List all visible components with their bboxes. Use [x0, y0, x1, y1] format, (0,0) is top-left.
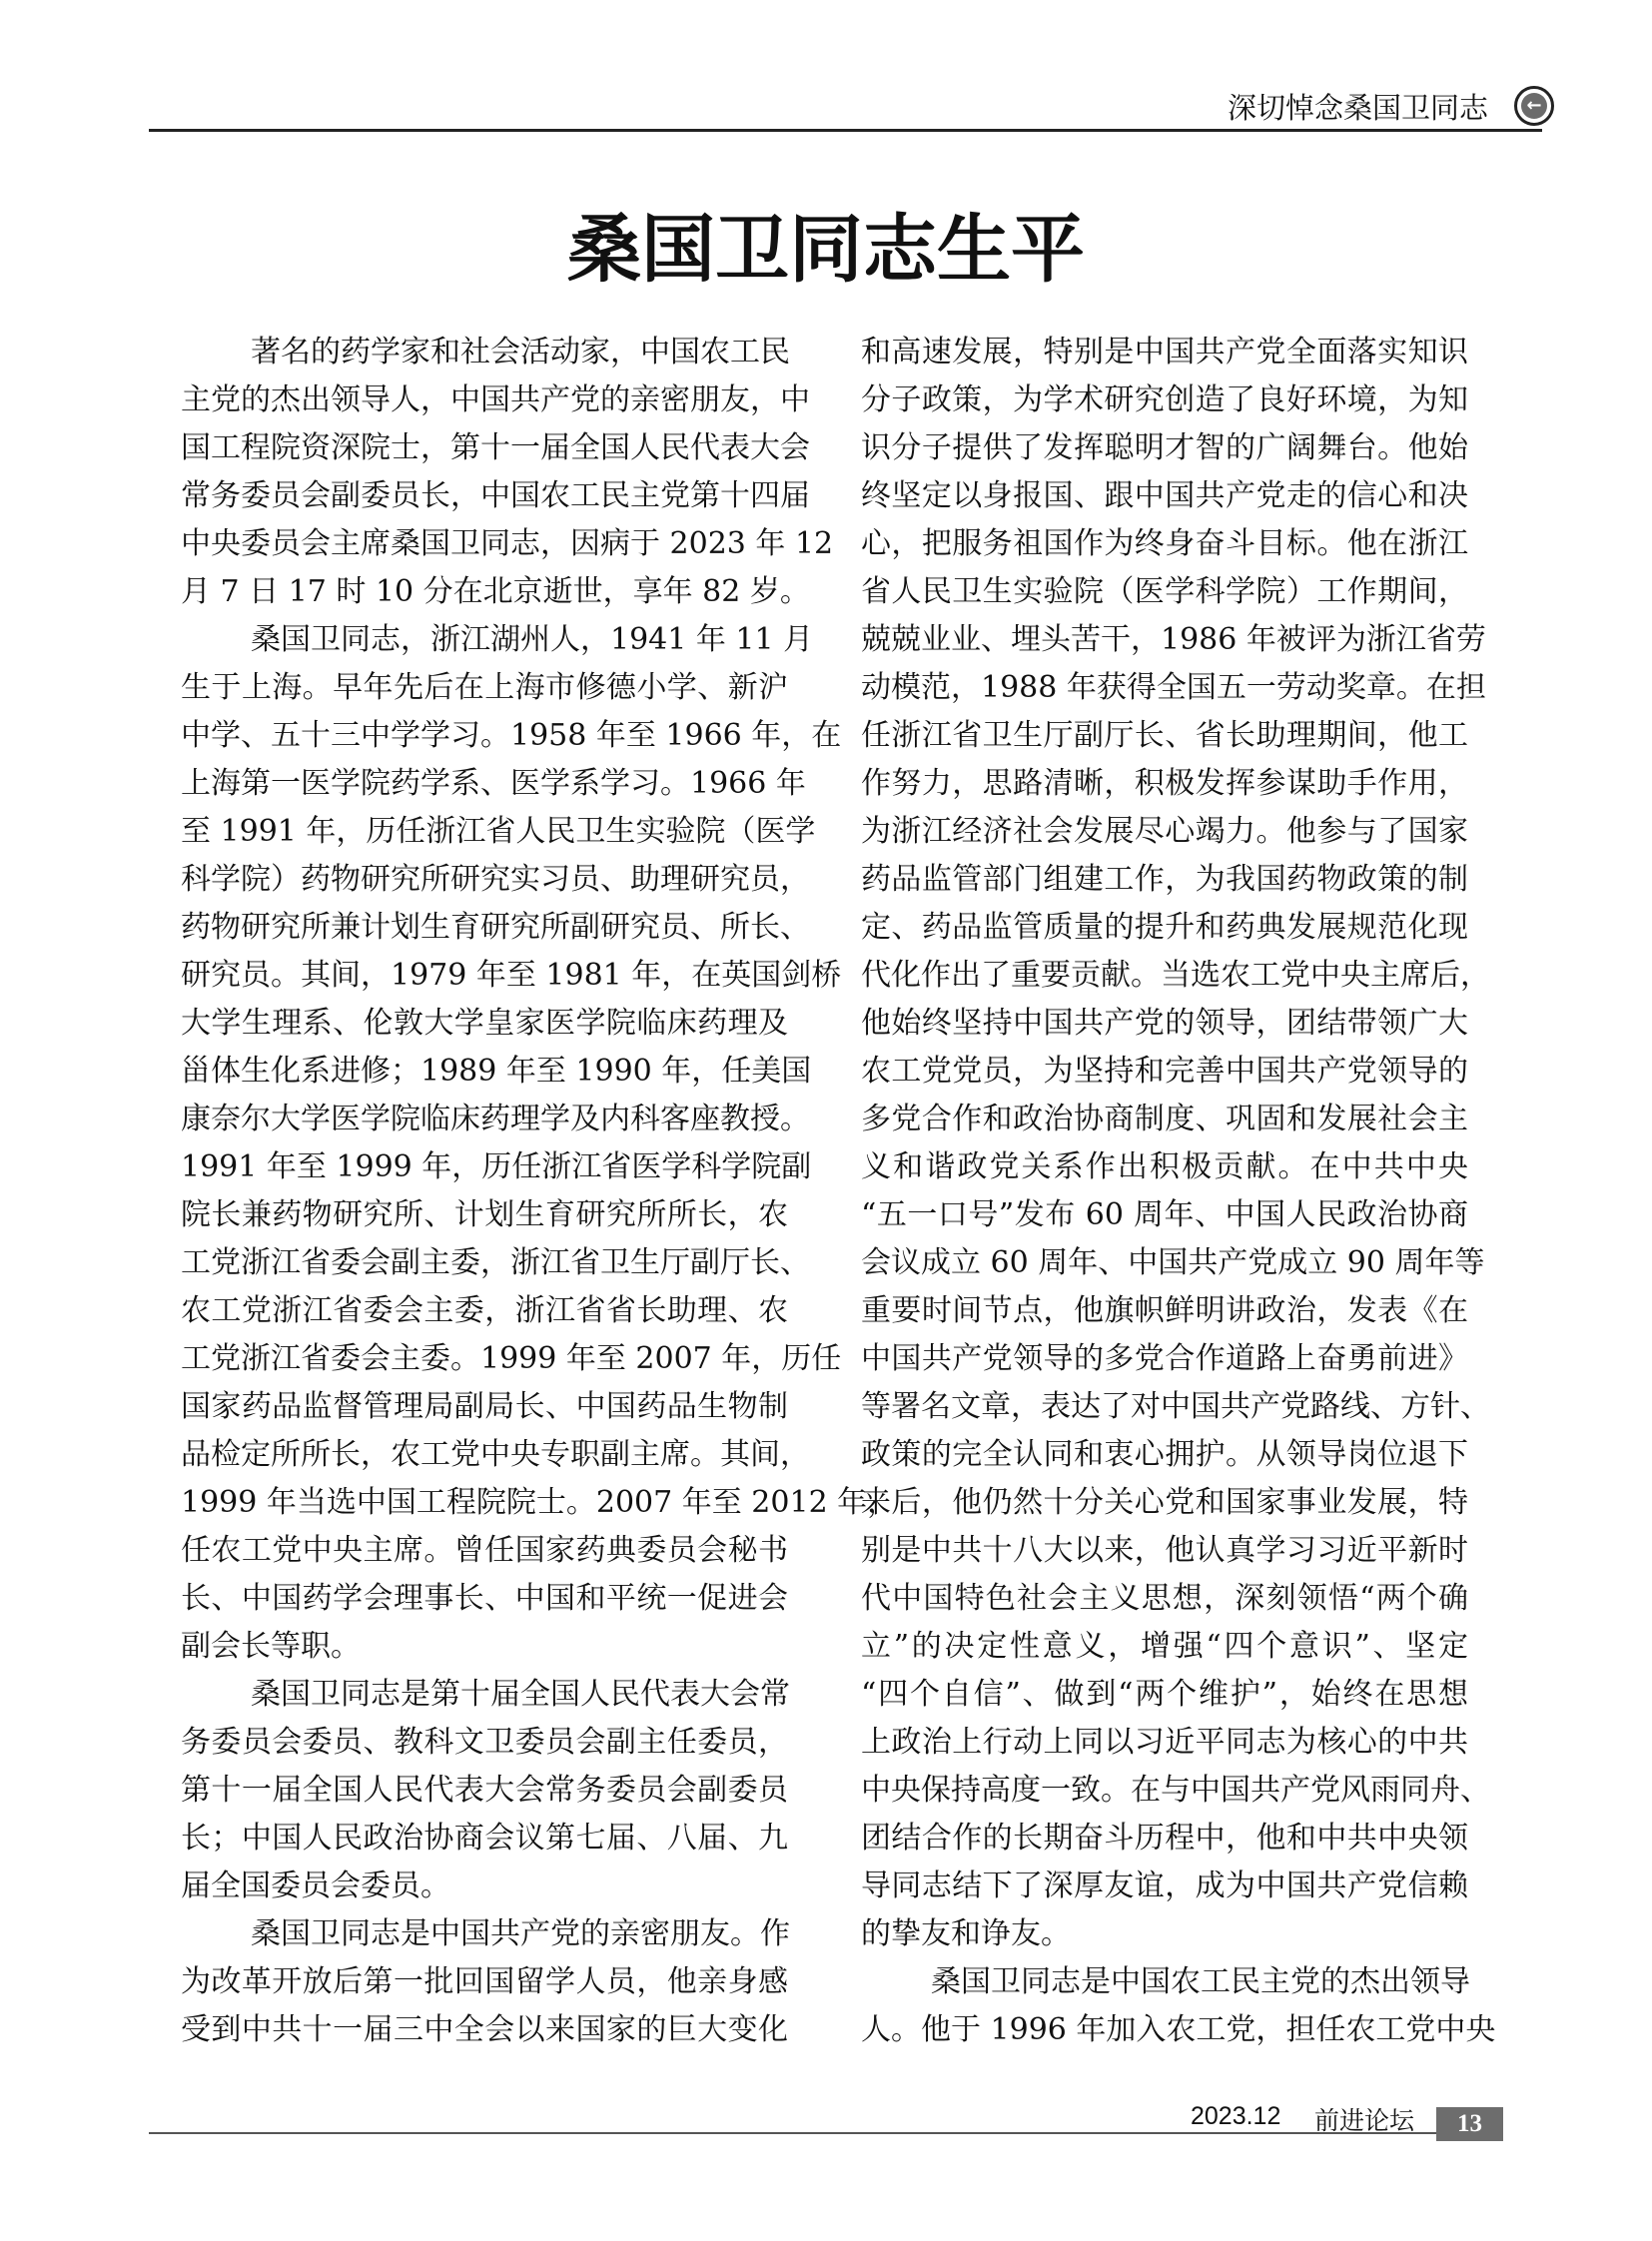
text-line: “四个自信”、做到“两个维护”，始终在思想	[861, 1677, 1468, 1712]
footer-date: 2023.12	[1191, 2102, 1281, 2130]
text-line: 重要时间节点，他旗帜鲜明讲政治，发表《在	[861, 1293, 1468, 1328]
text-line: 月 7 日 17 时 10 分在北京逝世，享年 82 岁。	[181, 574, 810, 609]
text-line: 院长兼药物研究所、计划生育研究所所长，农	[181, 1197, 788, 1232]
text-line: 中央委员会主席桑国卫同志，因病于 2023 年 12	[181, 526, 834, 561]
text-line: 大学生理系、伦敦大学皇家医学院临床药理及	[181, 1006, 788, 1041]
text-line: 他始终坚持中国共产党的领导，团结带领广大	[861, 1006, 1468, 1041]
text-line: 中国共产党领导的多党合作道路上奋勇前进》	[861, 1341, 1468, 1376]
text-line: 1991 年至 1999 年，历任浙江省医学科学院副	[181, 1149, 812, 1184]
paragraph	[181, 616, 898, 1671]
text-line: “五一口号”发布 60 周年、中国人民政治协商	[861, 1197, 1468, 1232]
text-line: 桑国卫同志，浙江湖州人，1941 年 11 月	[251, 622, 814, 657]
text-line: 著名的药学家和社会活动家，中国农工民	[251, 335, 790, 370]
column-left	[181, 329, 898, 2054]
text-line: 为改革开放后第一批回国留学人员，他亲身感	[181, 1964, 788, 1999]
text-line: 定、药品监管质量的提升和药典发展规范化现	[861, 910, 1468, 945]
text-line: 来后，他仍然十分关心党和国家事业发展，特	[861, 1485, 1468, 1520]
text-line: 会议成立 60 周年、中国共产党成立 90 周年等	[861, 1245, 1485, 1280]
text-line: 动模范，1988 年获得全国五一劳动奖章。在担	[861, 670, 1486, 705]
text-line: 立”的决定性意义，增强“四个意识”、坚定	[861, 1629, 1468, 1664]
text-line: 农工党党员，为坚持和完善中国共产党领导的	[861, 1054, 1468, 1089]
text-line: 和高速发展，特别是中国共产党全面落实知识	[861, 335, 1468, 370]
text-line: 任浙江省卫生厅副厅长、省长助理期间，他工	[861, 718, 1468, 753]
text-line: 导同志结下了深厚友谊，成为中国共产党信赖	[861, 1868, 1468, 1903]
text-line: 省人民卫生实验院（医学科学院）工作期间，	[861, 574, 1468, 609]
text-line: 务委员会委员、教科文卫委员会副主任委员，	[181, 1725, 788, 1760]
text-line: 中学、五十三中学学习。1958 年至 1966 年，在	[181, 718, 842, 753]
text-line: 多党合作和政治协商制度、巩固和发展社会主	[861, 1102, 1468, 1136]
text-line: 兢兢业业、埋头苦干，1986 年被评为浙江省劳	[861, 622, 1486, 657]
text-line: 品检定所所长，农工党中央专职副主席。其间，	[181, 1437, 810, 1472]
text-line: 国工程院资深院士，第十一届全国人民代表大会	[181, 430, 810, 465]
text-line: 届全国委员会委员。	[181, 1868, 450, 1903]
text-line: 等署名文章，表达了对中国共产党路线、方针、	[861, 1389, 1490, 1424]
text-line: 康奈尔大学医学院临床药理学及内科客座教授。	[181, 1102, 810, 1136]
text-line: 至 1991 年，历任浙江省人民卫生实验院（医学	[181, 814, 816, 849]
text-line: 甾体生化系进修；1989 年至 1990 年，任美国	[181, 1054, 812, 1089]
paragraph	[181, 1910, 788, 2054]
text-line: 桑国卫同志是中国农工民主党的杰出领导	[931, 1964, 1470, 1999]
text-line: 生于上海。早年先后在上海市修德小学、新沪	[181, 670, 788, 705]
text-line: 识分子提供了发挥聪明才智的广阔舞台。他始	[861, 430, 1468, 465]
text-line: 分子政策，为学术研究创造了良好环境，为知	[861, 382, 1468, 417]
text-line: 常务委员会副委员长，中国农工民主党第十四届	[181, 478, 810, 513]
text-line: 的挚友和诤友。	[861, 1916, 1071, 1951]
article-title: 桑国卫同志生平	[567, 207, 1085, 293]
text-line: 桑国卫同志是第十届全国人民代表大会常	[251, 1677, 790, 1712]
text-line: 1999 年当选中国工程院院士。2007 年至 2012 年，	[181, 1485, 898, 1520]
running-head: 深切悼念桑国卫同志	[1227, 91, 1488, 125]
text-line: 国家药品监督管理局副局长、中国药品生物制	[181, 1389, 788, 1424]
paragraph	[861, 1958, 1496, 2054]
text-line: 第十一届全国人民代表大会常务委员会副委员	[181, 1773, 788, 1808]
footer-rule	[149, 2132, 1437, 2134]
text-line: 受到中共十一届三中全会以来国家的巨大变化	[181, 2012, 788, 2047]
text-line: 作努力，思路清晰，积极发挥参谋助手作用，	[861, 766, 1468, 801]
paragraph	[861, 329, 1490, 1958]
paragraph	[181, 329, 834, 616]
header-rule	[149, 129, 1542, 132]
text-line: 心，把服务祖国作为终身奋斗目标。他在浙江	[861, 526, 1468, 561]
text-line: 义和谐政党关系作出积极贡献。在中共中央	[861, 1149, 1468, 1184]
paragraph	[181, 1671, 788, 1910]
text-line: 上海第一医学院药学系、医学系学习。1966 年	[181, 766, 806, 801]
column-right	[861, 329, 1496, 2054]
text-line: 研究员。其间，1979 年至 1981 年，在英国剑桥	[181, 958, 842, 993]
text-line: 药物研究所兼计划生育研究所副研究员、所长、	[181, 910, 810, 945]
text-line: 长；中国人民政治协商会议第七届、八届、九	[181, 1821, 788, 1856]
text-line: 人。他于 1996 年加入农工党，担任农工党中央	[861, 2012, 1496, 2047]
arrow-left-icon: ←	[1521, 93, 1547, 119]
text-line: 终坚定以身报国、跟中国共产党走的信心和决	[861, 478, 1468, 513]
text-line: 主党的杰出领导人，中国共产党的亲密朋友，中	[181, 382, 810, 417]
text-line: 政策的完全认同和衷心拥护。从领导岗位退下	[861, 1437, 1468, 1472]
text-line: 科学院）药物研究所研究实习员、助理研究员，	[181, 862, 810, 897]
text-line: 中央保持高度一致。在与中国共产党风雨同舟、	[861, 1773, 1490, 1808]
text-line: 农工党浙江省委会主委，浙江省省长助理、农	[181, 1293, 788, 1328]
text-line: 代中国特色社会主义思想，深刻领悟“两个确	[861, 1581, 1468, 1616]
text-line: 任农工党中央主席。曾任国家药典委员会秘书	[181, 1533, 788, 1568]
text-line: 长、中国药学会理事长、中国和平统一促进会	[181, 1581, 788, 1616]
back-arrow-circle-icon[interactable]	[1514, 86, 1554, 126]
text-line: 代化作出了重要贡献。当选农工党中央主席后，	[861, 958, 1490, 993]
text-line: 副会长等职。	[181, 1629, 361, 1664]
text-line: 桑国卫同志是中国共产党的亲密朋友。作	[251, 1916, 790, 1951]
text-line: 上政治上行动上同以习近平同志为核心的中共	[861, 1725, 1468, 1760]
text-line: 团结合作的长期奋斗历程中，他和中共中央领	[861, 1821, 1468, 1856]
text-line: 工党浙江省委会主委。1999 年至 2007 年，历任	[181, 1341, 842, 1376]
footer-magazine-name: 前进论坛	[1314, 2106, 1415, 2135]
text-line: 为浙江经济社会发展尽心竭力。他参与了国家	[861, 814, 1468, 849]
page-number: 13	[1436, 2107, 1503, 2141]
text-line: 工党浙江省委会副主委，浙江省卫生厅副厅长、	[181, 1245, 810, 1280]
text-line: 别是中共十八大以来，他认真学习习近平新时	[861, 1533, 1468, 1568]
text-line: 药品监管部门组建工作，为我国药物政策的制	[861, 862, 1468, 897]
